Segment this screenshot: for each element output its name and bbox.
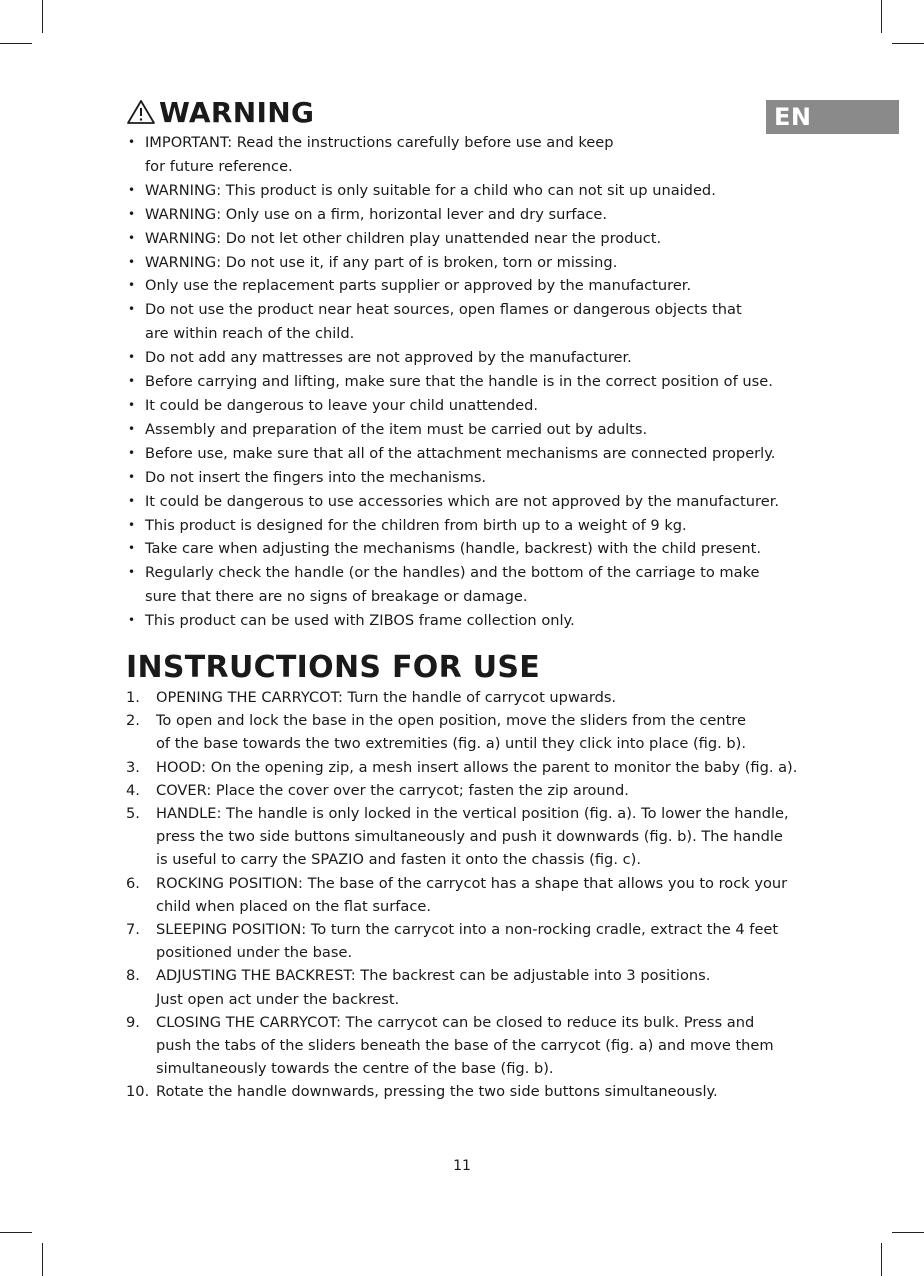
warning-item-text: Do not insert the fingers into the mechanisms.	[145, 468, 487, 486]
bullet-icon: •	[128, 374, 136, 389]
warning-item	[126, 537, 779, 561]
bullet-icon: •	[128, 206, 136, 221]
warning-item-text: Regularly check the handle (or the handles) and the bottom of the carriage to make sure that there are no signs of breakage or damage.	[145, 564, 760, 606]
instruction-number: 1.	[126, 689, 140, 706]
warning-item-text: This product is designed for the children from birth up to a weight of 9 kg.	[145, 516, 687, 534]
instruction-text: ROCKING POSITION: The base of the carrycot has a shape that allows you to rock your child when placed on the flat surface.	[156, 874, 788, 915]
instruction-text: ADJUSTING THE BACKREST: The backrest can be adjustable into 3 positions. Just open act under the backrest.	[156, 967, 711, 1008]
instruction-text: HOOD: On the opening zip, a mesh insert allows the parent to monitor the baby (fig. a).	[156, 758, 798, 776]
warning-item-text: Do not add any mattresses are not approved by the manufacturer.	[145, 349, 632, 367]
instruction-text: HANDLE: The handle is only locked in the vertical position (fig. a). To lower the handle, press the two side buttons simultaneously and push it downwards (fig. b). The handle is useful to carry the SPAZIO and fasten it onto the chassis (fig. c).	[156, 805, 789, 869]
bullet-icon: •	[128, 278, 136, 293]
language-tab: EN	[766, 100, 899, 134]
instruction-item	[126, 918, 797, 964]
warning-triangle-icon	[126, 99, 156, 125]
crop-mark	[42, 0, 43, 33]
instruction-number: 10.	[126, 1083, 150, 1101]
bullet-icon: •	[128, 493, 136, 508]
warning-item-text: Before use, make sure that all of the attachment mechanisms are connected properly.	[145, 444, 776, 462]
instruction-item	[126, 709, 797, 755]
warning-heading	[126, 94, 314, 130]
warning-item	[126, 490, 779, 514]
instruction-text: To open and lock the base in the open position, move the sliders from the centre of the base towards the two extremities (fig. a) until they click into place (fig. b).	[156, 712, 746, 753]
warning-item-text: This product can be used with ZIBOS frame collection only.	[145, 612, 575, 630]
crop-mark	[42, 1243, 43, 1276]
warning-heading-text: WARNING	[159, 95, 315, 129]
warning-item	[126, 442, 779, 466]
crop-mark	[881, 0, 882, 33]
warning-item	[126, 274, 779, 298]
bullet-icon: •	[128, 254, 136, 269]
warning-item	[126, 346, 779, 370]
warning-item	[126, 609, 779, 633]
bullet-icon: •	[128, 541, 136, 556]
instruction-item	[126, 756, 797, 779]
instruction-item	[126, 779, 797, 802]
warning-item	[126, 131, 779, 179]
warning-item	[126, 298, 779, 346]
warning-item-text: It could be dangerous to use accessories which are not approved by the manufacturer.	[145, 492, 779, 510]
bullet-icon: •	[128, 469, 136, 484]
instruction-number: 7.	[126, 921, 140, 939]
warning-item	[126, 227, 779, 251]
warning-item	[126, 466, 779, 490]
instruction-number: 4.	[126, 781, 140, 799]
warning-item-text: WARNING: Only use on a firm, horizontal lever and dry surface.	[145, 205, 608, 223]
warning-item	[126, 179, 779, 203]
instruction-number: 3.	[126, 758, 140, 776]
warning-list	[126, 131, 779, 633]
page-number: 11	[453, 1158, 471, 1174]
bullet-icon: •	[128, 445, 136, 460]
instructions-list	[126, 686, 797, 1104]
warning-item	[126, 514, 779, 538]
instruction-item	[126, 964, 797, 1010]
warning-item-text: WARNING: This product is only suitable for a child who can not sit up unaided.	[145, 181, 716, 199]
instruction-item	[126, 802, 797, 872]
bullet-icon: •	[128, 135, 136, 149]
instruction-number: 5.	[126, 805, 140, 823]
warning-item	[126, 394, 779, 418]
warning-item-text: Do not use the product near heat sources, open flames or dangerous objects that are within reach of the child.	[145, 301, 742, 343]
warning-item-text: Before carrying and lifting, make sure that the handle is in the correct position of use.	[145, 373, 773, 391]
bullet-icon: •	[128, 350, 136, 365]
instruction-number: 8.	[126, 967, 140, 985]
instructions-heading: INSTRUCTIONS FOR USE	[126, 650, 541, 685]
bullet-icon: •	[128, 613, 136, 628]
bullet-icon: •	[128, 302, 136, 317]
instruction-number: 6.	[126, 874, 140, 892]
warning-item-text: Only use the replacement parts supplier or approved by the manufacturer.	[145, 277, 692, 295]
crop-mark	[881, 1243, 882, 1276]
warning-item	[126, 418, 779, 442]
instruction-item	[126, 1011, 797, 1081]
warning-item	[126, 561, 779, 609]
warning-item	[126, 251, 779, 275]
instruction-text: COVER: Place the cover over the carrycot; fasten the zip around.	[156, 781, 629, 799]
warning-item-text: WARNING: Do not use it, if any part of is broken, torn or missing.	[145, 253, 618, 271]
instruction-text: CLOSING THE CARRYCOT: The carrycot can be closed to reduce its bulk. Press and push the tabs of the sliders beneath the base of the carrycot (fig. a) and move them simultaneously towards the centre of the base (fig. b).	[156, 1013, 774, 1078]
warning-item-text: Take care when adjusting the mechanisms (handle, backrest) with the child present.	[145, 540, 762, 558]
instruction-number: 9.	[126, 1013, 140, 1031]
bullet-icon: •	[128, 182, 136, 197]
bullet-icon: •	[128, 397, 136, 412]
instruction-text: OPENING THE CARRYCOT: Turn the handle of carrycot upwards.	[156, 689, 617, 706]
instruction-text: SLEEPING POSITION: To turn the carrycot into a non-rocking cradle, extract the 4 feet positioned under the base.	[156, 921, 779, 962]
crop-mark	[892, 1232, 924, 1233]
instruction-item	[126, 872, 797, 918]
bullet-icon: •	[128, 565, 136, 580]
warning-item-text: IMPORTANT: Read the instructions carefully before use and keep for future reference.	[145, 134, 614, 175]
crop-mark	[0, 43, 32, 44]
instruction-text: Rotate the handle downwards, pressing the two side buttons simultaneously.	[156, 1083, 718, 1101]
warning-item	[126, 370, 779, 394]
warning-item-text: Assembly and preparation of the item must be carried out by adults.	[145, 420, 648, 438]
warning-item-text: WARNING: Do not let other children play unattended near the product.	[145, 229, 662, 247]
instruction-number: 2.	[126, 712, 140, 730]
bullet-icon: •	[128, 230, 136, 245]
instruction-item	[126, 1080, 797, 1103]
warning-item-text: It could be dangerous to leave your child unattended.	[145, 396, 539, 414]
bullet-icon: •	[128, 517, 136, 532]
crop-mark	[892, 43, 924, 44]
warning-item	[126, 203, 779, 227]
instruction-item	[126, 686, 797, 709]
bullet-icon: •	[128, 421, 136, 436]
crop-mark	[0, 1232, 32, 1233]
